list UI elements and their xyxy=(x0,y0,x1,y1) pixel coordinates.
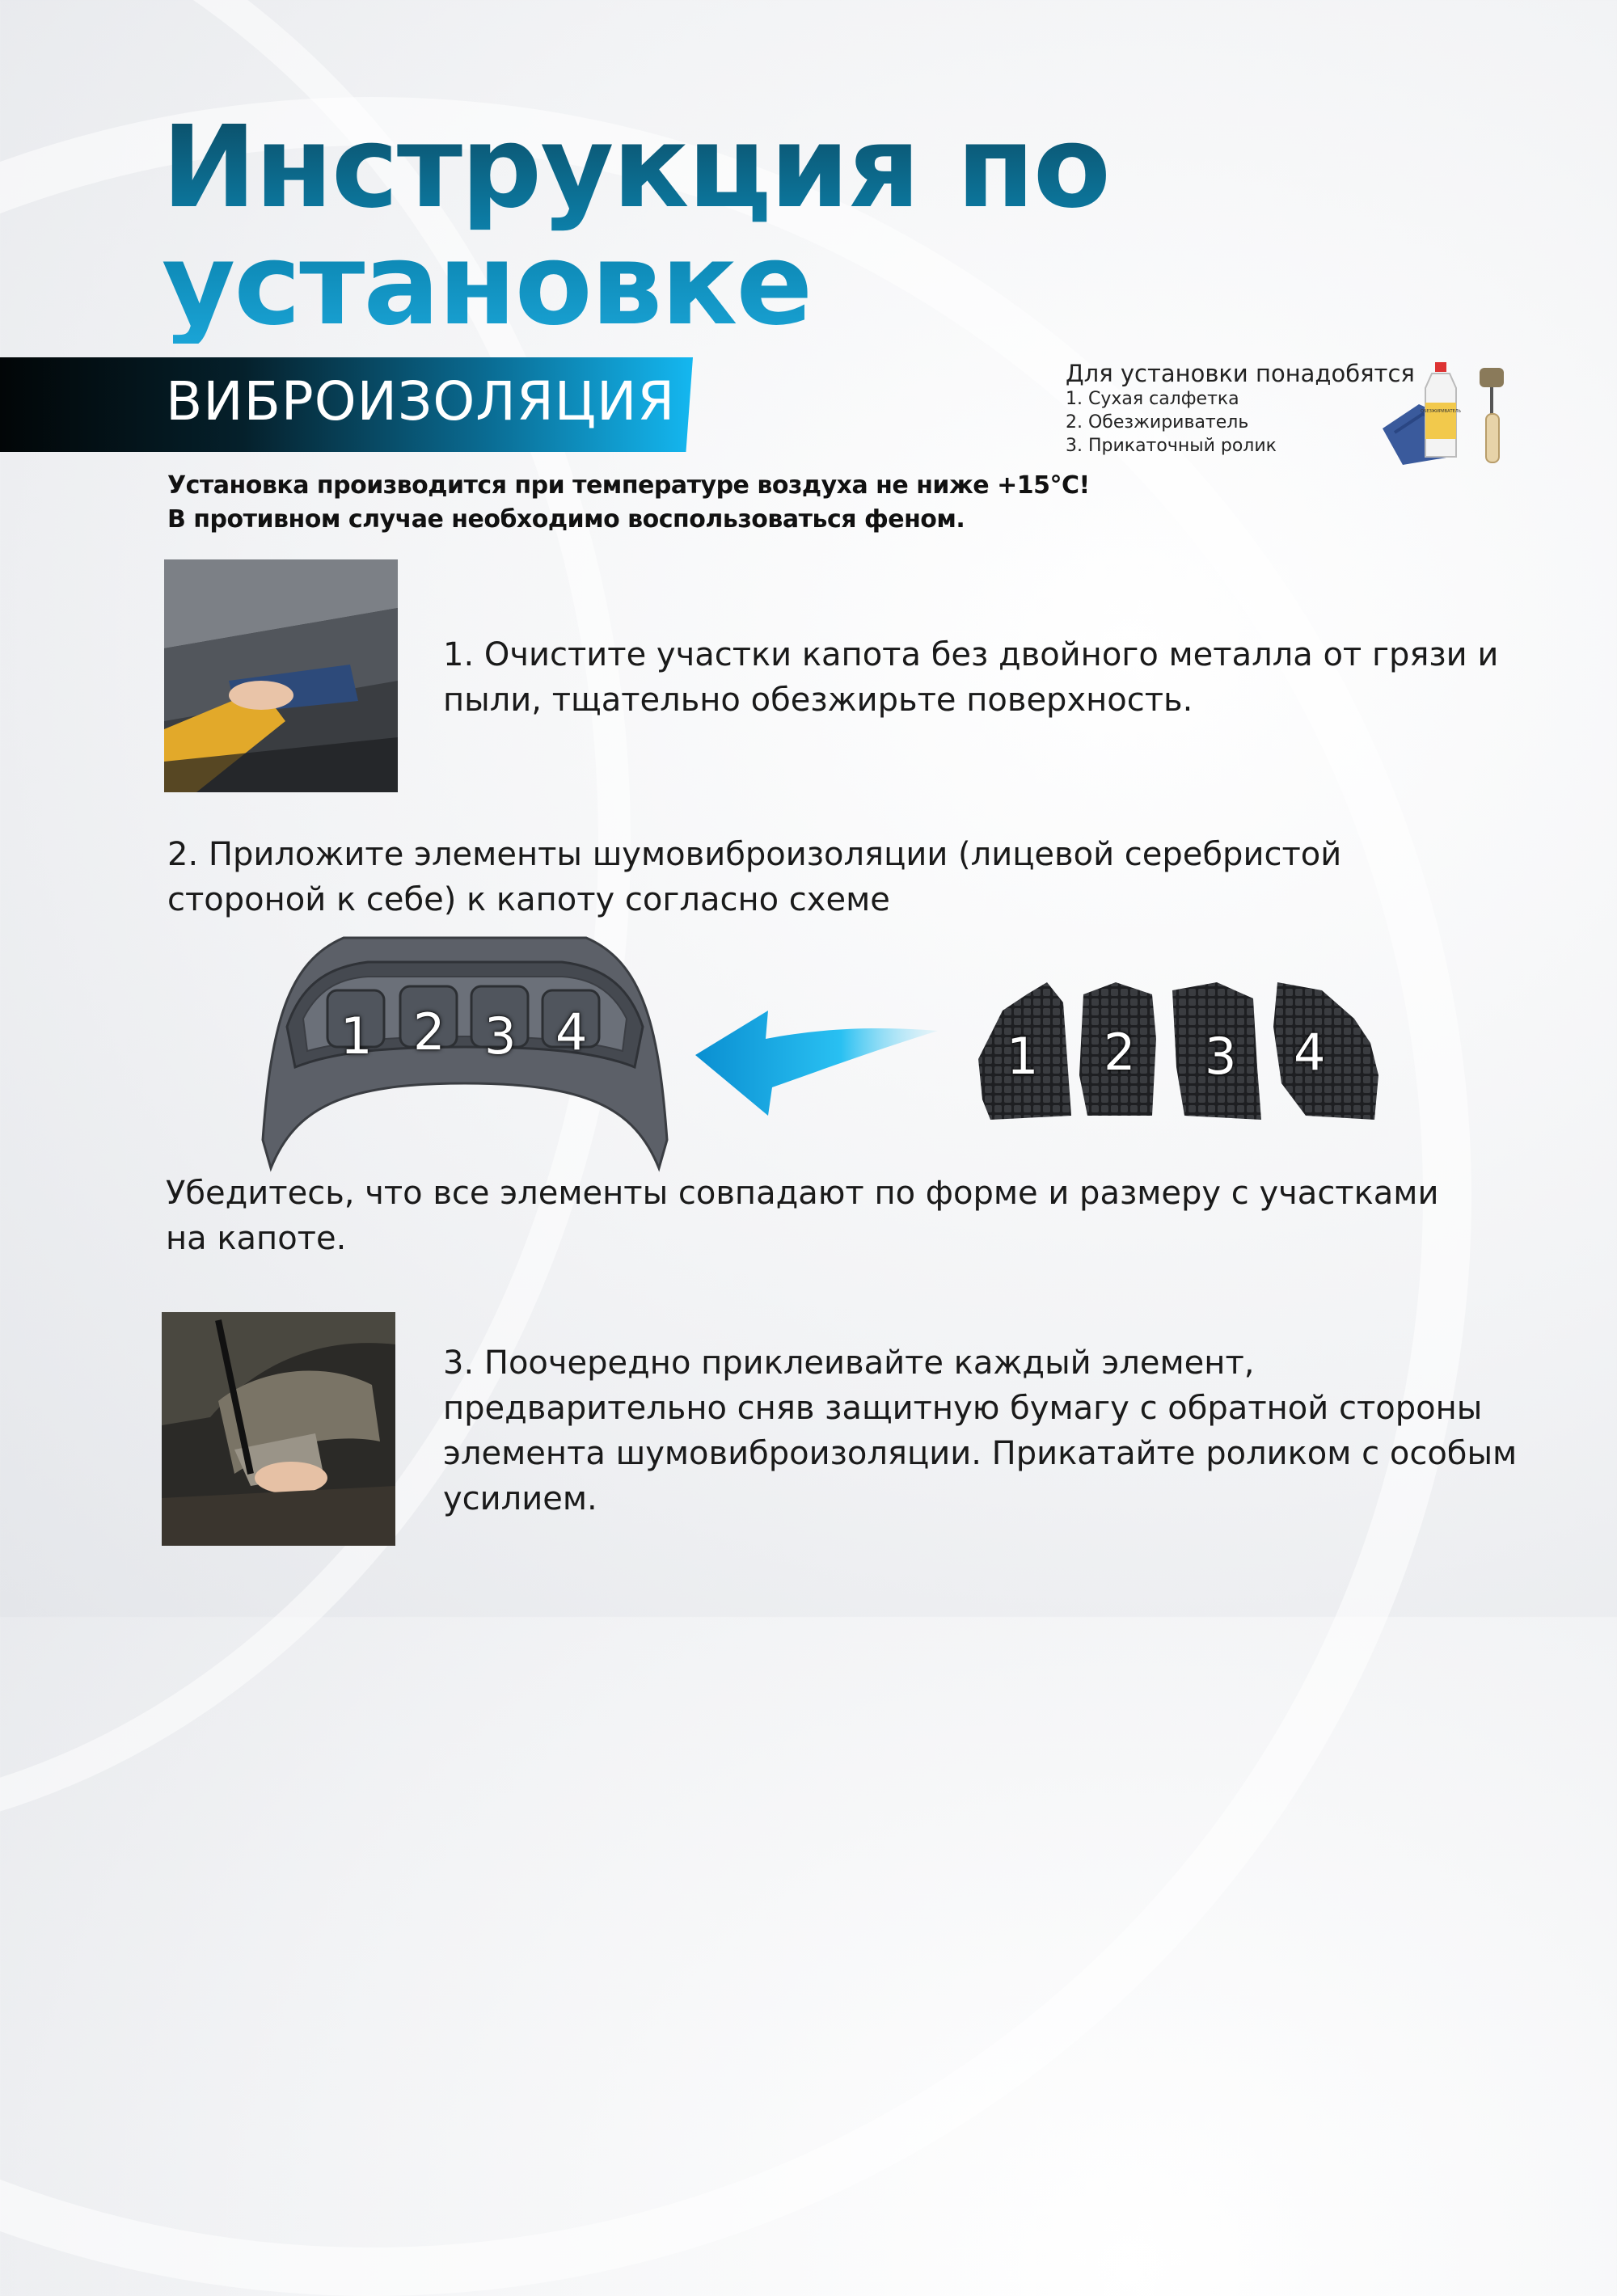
step3-text: 3. Поочередно приклеивайте каждый элемент, предварительно сняв защитную бумагу с обратной стороны элемента шумовиброизоляции. Прикатайте роликом с особым усилием. xyxy=(443,1344,1518,1517)
tile-label-2: 2 xyxy=(1104,1023,1136,1082)
requirements-title: Для установки понадобятся xyxy=(1066,360,1415,387)
requirements-block xyxy=(1066,360,1415,458)
hood-label-1: 1 xyxy=(340,1007,373,1066)
check-text: Убедитесь, что все элементы совпадают по форме и размеру с участками на капоте. xyxy=(166,1175,1439,1257)
section-label: ВИБРОИЗОЛЯЦИЯ xyxy=(166,370,676,433)
requirement-item: 1. Сухая салфетка xyxy=(1066,389,1239,409)
tools-image xyxy=(1378,356,1524,469)
insulation-tiles xyxy=(974,978,1435,1124)
step2-text: 2. Приложите элементы шумовиброизоляции (лицевой серебристой стороной к себе) к капоту согласно схеме xyxy=(167,836,1342,918)
warning-line-2: В противном случае необходимо воспользоваться феном. xyxy=(167,505,965,534)
temperature-warning xyxy=(167,469,1090,537)
requirement-item: 3. Прикаточный ролик xyxy=(1066,436,1277,456)
hood-label-4: 4 xyxy=(555,1002,588,1061)
warning-line-1: Установка производится при температуре воздуха не ниже +15°С! xyxy=(167,471,1090,500)
hood-label-2: 2 xyxy=(413,1002,445,1061)
hood-label-3: 3 xyxy=(484,1007,517,1066)
tile-label-4: 4 xyxy=(1294,1023,1326,1082)
roller-icon xyxy=(1480,368,1504,462)
step1-photo xyxy=(164,559,398,792)
requirement-item: 2. Обезжириватель xyxy=(1066,412,1249,433)
arrow-left-icon xyxy=(691,1002,942,1116)
title-line-2: установке xyxy=(162,219,812,351)
step1-text: 1. Очистите участки капота без двойного металла от грязи и пыли, тщательно обезжирьте поверхность. xyxy=(443,636,1499,719)
tile-label-1: 1 xyxy=(1007,1027,1039,1086)
tile-label-3: 3 xyxy=(1205,1027,1237,1086)
page-title xyxy=(162,102,1132,351)
degreaser-bottle-icon xyxy=(1421,362,1461,457)
title-line-1: Инструкция по xyxy=(162,102,1109,234)
hood-diagram xyxy=(255,930,675,1172)
step3-photo xyxy=(162,1312,395,1546)
bottle-label: ОБЕЗЖИРИВАТЕЛЬ xyxy=(1421,409,1461,414)
